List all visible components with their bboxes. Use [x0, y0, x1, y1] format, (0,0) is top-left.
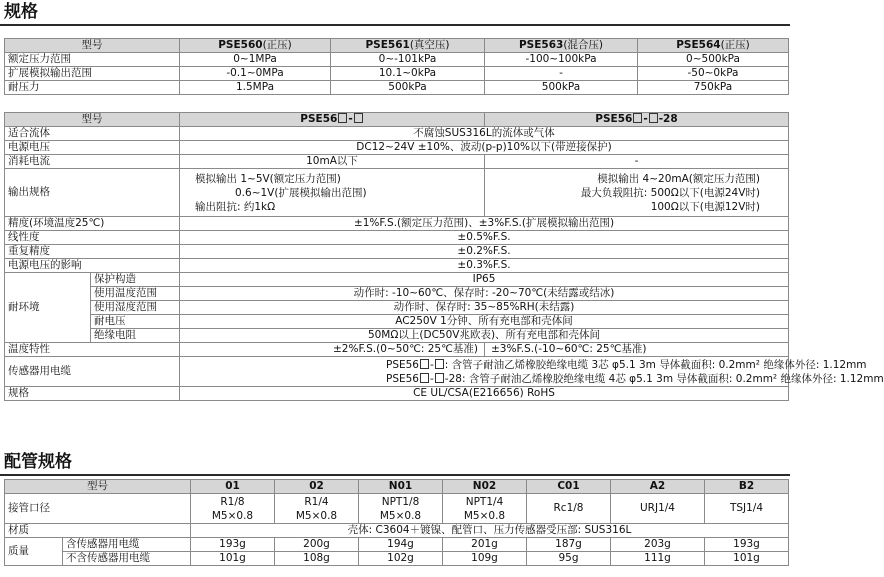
cell: 193g — [191, 538, 275, 552]
cell: - — [485, 67, 638, 81]
sub-label: 不含传感器用电缆 — [63, 552, 191, 566]
cell: Rc1/8 — [527, 494, 611, 524]
row-label: 精度(环境温度25℃) — [5, 217, 180, 231]
cable-line: PSE56 - : 含管子耐油乙烯橡胶绝缘电缆 3芯 φ5.1 3m 导体截面积: 0.2mm² 绝缘体外径: 1.12mm — [386, 358, 867, 371]
cell: 194g — [359, 538, 443, 552]
table-row — [5, 245, 789, 259]
cell: 109g — [443, 552, 527, 566]
pressure-spec-table — [4, 38, 789, 95]
section-divider — [0, 474, 790, 476]
cell: CE UL/CSA(E216656) RoHS — [180, 387, 789, 401]
header-pse563: PSE563(混合压) — [485, 39, 638, 53]
table-row — [5, 329, 789, 343]
piping-spec-table — [4, 479, 789, 566]
table-row — [5, 315, 789, 329]
output-line: 100Ω以下(电源12V时) — [650, 200, 760, 213]
cell: 101g — [191, 552, 275, 566]
table-row — [5, 524, 789, 538]
header-model: 型号 — [5, 113, 180, 127]
row-label: 电源电压 — [5, 141, 180, 155]
header-model: 型号 — [5, 480, 191, 494]
header-pse56: PSE56 - — [180, 113, 485, 127]
table-row — [5, 231, 789, 245]
header-pse561: PSE561(真空压) — [331, 39, 485, 53]
table-row — [5, 81, 789, 95]
placeholder-box-icon — [649, 113, 658, 123]
cell: 111g — [611, 552, 705, 566]
table-row — [5, 538, 789, 552]
table-row — [5, 287, 789, 301]
section-divider — [0, 24, 790, 26]
output-line: 模拟输出 1~5V(额定压力范围) — [195, 172, 341, 185]
cell: 50MΩ以上(DC50V兆欧表)、所有充电部和壳体间 — [180, 329, 789, 343]
cell: 500kPa — [485, 81, 638, 95]
cell: -100~100kPa — [485, 53, 638, 67]
header-col: 01 — [191, 480, 275, 494]
row-label: 重复精度 — [5, 245, 180, 259]
cell: ±1%F.S.(额定压力范围)、±3%F.S.(扩展模拟输出范围) — [180, 217, 789, 231]
header-pse564: PSE564(正压) — [638, 39, 789, 53]
table-row — [5, 259, 789, 273]
row-label: 接管口径 — [5, 494, 191, 524]
header-col: N02 — [443, 480, 527, 494]
row-label: 材质 — [5, 524, 191, 538]
table-row — [5, 273, 789, 287]
row-label: 规格 — [5, 387, 180, 401]
cell: TSJ1/4 — [705, 494, 789, 524]
table-row — [5, 552, 789, 566]
table-row — [5, 301, 789, 315]
cell: 10.1~0kPa — [331, 67, 485, 81]
sub-label: 含传感器用电缆 — [63, 538, 191, 552]
output-line: 0.6~1V(扩展模拟输出范围) — [235, 186, 367, 199]
cell: IP65 — [180, 273, 789, 287]
cell: 壳体: C3604＋镀镍、配管口、压力传感器受压部: SUS316L — [191, 524, 789, 538]
cell: 95g — [527, 552, 611, 566]
cell: URJ1/4 — [611, 494, 705, 524]
cell: AC250V 1分钟、所有充电部和壳体间 — [180, 315, 789, 329]
header-model: 型号 — [5, 39, 180, 53]
cell: 动作时: -10~60℃、保存时: -20~70℃(未结露或结冰) — [180, 287, 789, 301]
header-col: B2 — [705, 480, 789, 494]
cell: 500kPa — [331, 81, 485, 95]
output-line: 最大负载阻抗: 500Ω以下(电源24V时) — [580, 186, 760, 199]
row-label: 扩展模拟输出范围 — [5, 67, 180, 81]
row-label: 额定压力范围 — [5, 53, 180, 67]
header-col: C01 — [527, 480, 611, 494]
placeholder-box-icon — [338, 113, 347, 123]
sub-label: 保护构造 — [91, 273, 180, 287]
header-col: N01 — [359, 480, 443, 494]
placeholder-box-icon — [435, 373, 444, 383]
cell: 0~-101kPa — [331, 53, 485, 67]
cell: 200g — [275, 538, 359, 552]
table-row — [5, 217, 789, 231]
cell: 0~500kPa — [638, 53, 789, 67]
table-row — [5, 127, 789, 141]
electrical-spec-table — [4, 112, 884, 401]
placeholder-box-icon — [420, 359, 429, 369]
cell: 187g — [527, 538, 611, 552]
row-label: 输出规格 — [5, 169, 180, 217]
row-label: 适合流体 — [5, 127, 180, 141]
row-label: 耐压力 — [5, 81, 180, 95]
table-row — [5, 169, 789, 217]
sub-label: 使用温度范围 — [91, 287, 180, 301]
placeholder-box-icon — [435, 359, 444, 369]
table-row — [5, 141, 789, 155]
table-row — [5, 343, 789, 357]
placeholder-box-icon — [354, 113, 363, 123]
output-line: 输出阻抗: 约1kΩ — [195, 200, 276, 213]
table-row — [5, 357, 789, 387]
header-pse560: PSE560(正压) — [180, 39, 331, 53]
table-row — [5, 155, 789, 169]
row-label-mass: 质量 — [5, 538, 63, 566]
header-col: 02 — [275, 480, 359, 494]
cell: 203g — [611, 538, 705, 552]
row-label: 电源电压的影响 — [5, 259, 180, 273]
placeholder-box-icon — [633, 113, 642, 123]
output-line: 模拟输出 4~20mA(额定压力范围) — [597, 172, 760, 185]
sub-label: 耐电压 — [91, 315, 180, 329]
cell: NPT1/8 M5×0.8 — [359, 494, 443, 524]
cell: -50~0kPa — [638, 67, 789, 81]
header-pse56-28: PSE56 - -28 — [485, 113, 789, 127]
cell: R1/4 M5×0.8 — [275, 494, 359, 524]
cell: NPT1/4 M5×0.8 — [443, 494, 527, 524]
cell: 0~1MPa — [180, 53, 331, 67]
row-label: 温度特性 — [5, 343, 180, 357]
cell: ±0.3%F.S. — [180, 259, 789, 273]
cell-output-current — [485, 169, 789, 217]
table-row — [5, 53, 789, 67]
cell: R1/8 M5×0.8 — [191, 494, 275, 524]
cell: 101g — [705, 552, 789, 566]
table-row — [5, 494, 789, 524]
cell: 动作时、保存时: 35~85%RH(未结露) — [180, 301, 789, 315]
placeholder-box-icon — [420, 373, 429, 383]
cell: 不腐蚀SUS316L的流体或气体 — [180, 127, 789, 141]
cell: 108g — [275, 552, 359, 566]
sub-label: 绝缘电阻 — [91, 329, 180, 343]
cell: 10mA以下 — [180, 155, 485, 169]
row-label: 消耗电流 — [5, 155, 180, 169]
cell: ±0.2%F.S. — [180, 245, 789, 259]
cell: ±0.5%F.S. — [180, 231, 789, 245]
cell: -0.1~0MPa — [180, 67, 331, 81]
row-label-environment: 耐环境 — [5, 273, 91, 343]
header-col: A2 — [611, 480, 705, 494]
cable-line: PSE56 - -28: 含管子耐油乙烯橡胶绝缘电缆 4芯 φ5.1 3m 导体截面积: 0.2mm² 绝缘体外径: 1.12mm — [386, 372, 884, 385]
cell-cable — [180, 357, 884, 387]
cell: ±2%F.S.(0~50℃: 25℃基准) — [180, 343, 485, 357]
row-label: 传感器用电缆 — [5, 357, 180, 387]
cell-output-voltage — [180, 169, 485, 217]
cell: 201g — [443, 538, 527, 552]
table-row — [5, 67, 789, 81]
cell: 1.5MPa — [180, 81, 331, 95]
row-label: 线性度 — [5, 231, 180, 245]
cell: - — [485, 155, 789, 169]
cell: 102g — [359, 552, 443, 566]
cell: 193g — [705, 538, 789, 552]
cell: ±3%F.S.(-10~60℃: 25℃基准) — [485, 343, 789, 357]
cell: DC12~24V ±10%、波动(p-p)10%以下(带逆接保护) — [180, 141, 789, 155]
section-title-specs: 规格 — [4, 2, 38, 22]
cell: 750kPa — [638, 81, 789, 95]
sub-label: 使用湿度范围 — [91, 301, 180, 315]
table-row — [5, 387, 789, 401]
section-title-piping: 配管规格 — [4, 452, 72, 472]
